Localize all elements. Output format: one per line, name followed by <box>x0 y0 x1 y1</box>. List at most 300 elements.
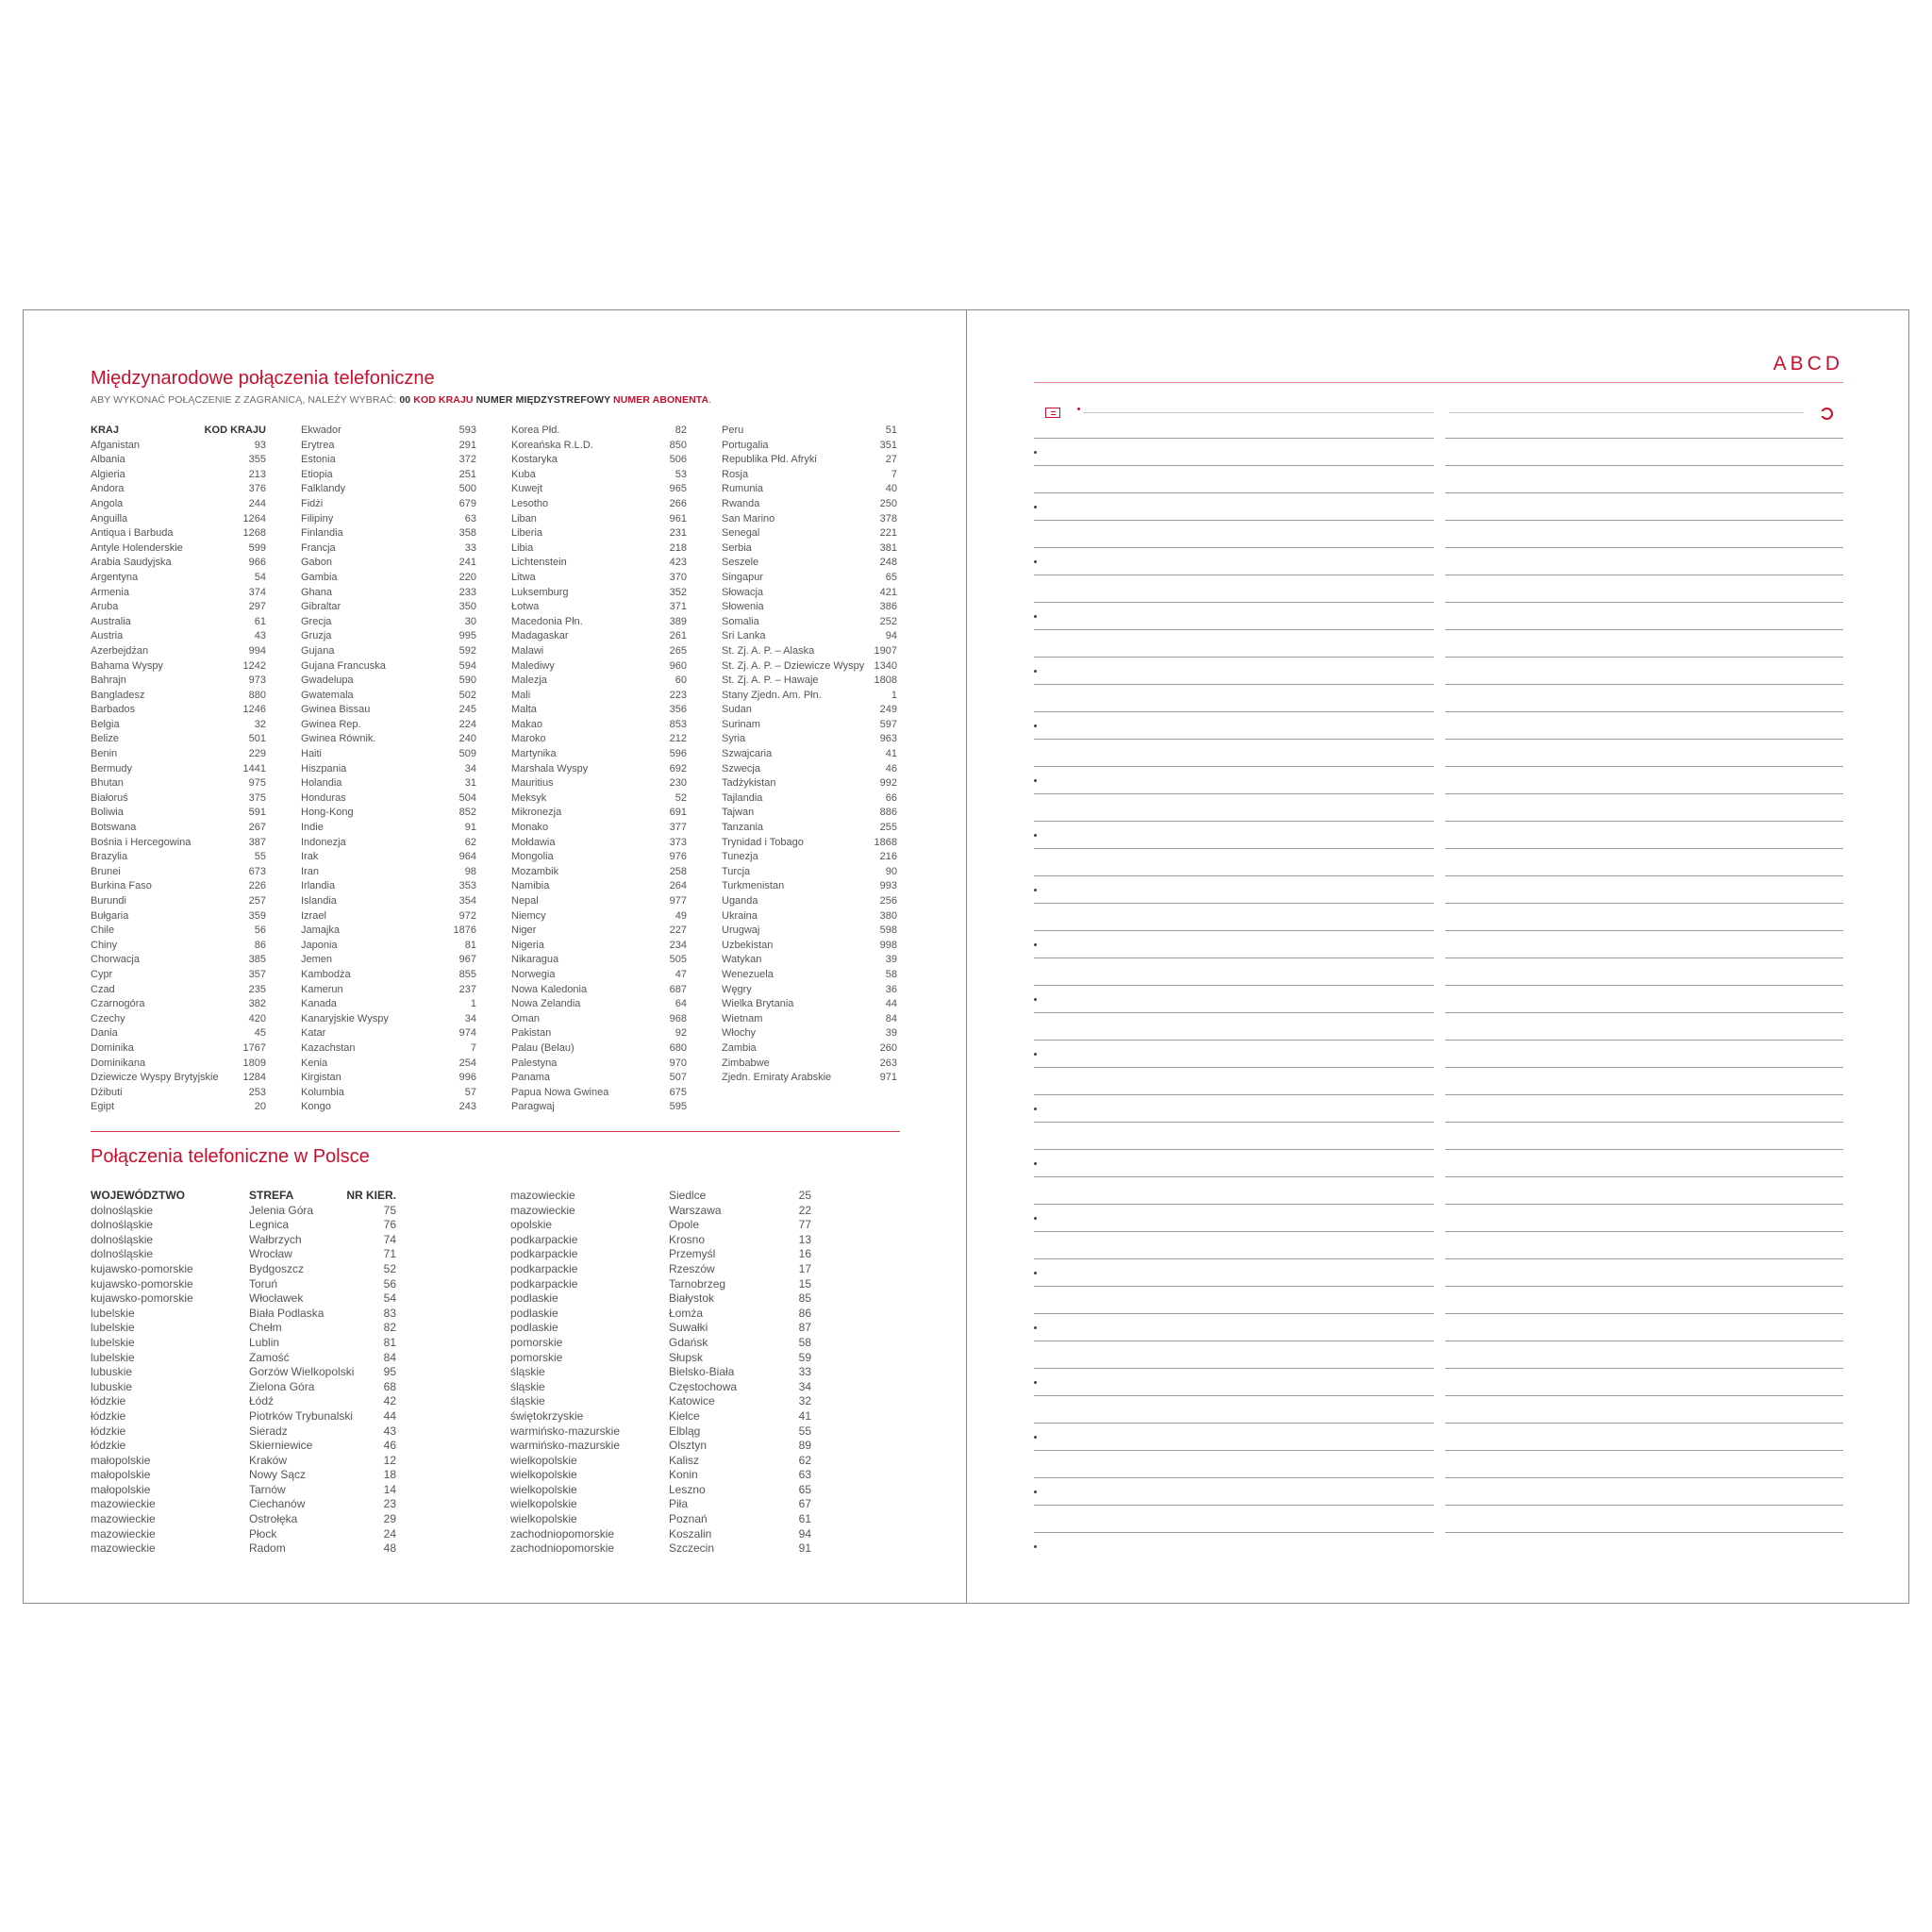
address-line[interactable] <box>1034 1040 1434 1041</box>
country-row <box>91 747 266 762</box>
country-name: Indie <box>301 822 324 834</box>
country-code: 213 <box>248 468 266 480</box>
country-name: Gujana Francuska <box>301 659 386 672</box>
zone: Ostrołęka <box>249 1512 298 1526</box>
address-line[interactable] <box>1034 1231 1434 1232</box>
address-line[interactable] <box>1445 1204 1843 1205</box>
address-line[interactable] <box>1034 1204 1434 1205</box>
country-row <box>91 674 266 689</box>
line-marker-dot <box>1034 1217 1037 1220</box>
address-line[interactable] <box>1445 602 1843 603</box>
address-line[interactable] <box>1445 657 1843 658</box>
address-line[interactable] <box>1034 602 1434 603</box>
zone: Słupsk <box>669 1350 704 1364</box>
country-name: Turcja <box>722 865 751 877</box>
country-name: Armenia <box>91 586 129 598</box>
address-line[interactable] <box>1034 1122 1434 1123</box>
country-row <box>511 689 687 704</box>
country-name: Bośnia i Hercegowina <box>91 836 192 848</box>
zone: Przemyśl <box>669 1247 716 1261</box>
address-line[interactable] <box>1445 1395 1843 1396</box>
country-name: Hiszpania <box>301 762 347 774</box>
area-code: 58 <box>798 1335 811 1349</box>
country-row <box>301 497 476 512</box>
country-row <box>301 571 476 586</box>
area-code-row <box>91 1218 402 1233</box>
country-code: 1441 <box>242 762 266 774</box>
country-row <box>91 1086 266 1101</box>
country-code: 373 <box>669 836 687 848</box>
country-code: 91 <box>464 822 476 834</box>
address-line[interactable] <box>1445 1313 1843 1314</box>
country-name: Surinam <box>722 718 760 730</box>
country-column-2 <box>301 424 476 1115</box>
address-line[interactable] <box>1034 1149 1434 1150</box>
area-code-row <box>510 1409 817 1424</box>
country-code: 371 <box>669 601 687 613</box>
country-name: Madagaskar <box>511 630 569 642</box>
address-line[interactable] <box>1034 1012 1434 1013</box>
country-name: Liberia <box>511 527 543 540</box>
country-code: 687 <box>669 983 687 995</box>
address-line[interactable] <box>1034 1094 1434 1095</box>
country-name: Koreańska R.L.D. <box>511 439 593 451</box>
voivodeship: zachodniopomorskie <box>510 1541 615 1556</box>
country-code: 256 <box>879 895 897 907</box>
address-line[interactable] <box>1445 1149 1843 1150</box>
country-name: Korea Płd. <box>511 425 560 436</box>
address-line[interactable] <box>1445 930 1843 931</box>
address-line[interactable] <box>1445 1450 1843 1451</box>
address-line[interactable] <box>1445 1505 1843 1506</box>
country-name: Peru <box>722 425 744 436</box>
country-name: Angola <box>91 497 124 509</box>
address-line[interactable] <box>1034 793 1434 794</box>
address-line[interactable] <box>1445 793 1843 794</box>
address-line[interactable] <box>1445 1231 1843 1232</box>
address-line[interactable] <box>1445 547 1843 548</box>
country-code: 46 <box>885 762 897 774</box>
address-line[interactable] <box>1034 1450 1434 1451</box>
country-row <box>301 424 476 439</box>
country-name: Ukraina <box>722 909 758 922</box>
country-code: 31 <box>464 777 476 790</box>
address-line[interactable] <box>1445 465 1843 466</box>
address-line[interactable] <box>1445 1094 1843 1095</box>
line-marker-dot <box>1034 506 1037 508</box>
country-row <box>511 453 687 468</box>
country-code: 382 <box>248 998 266 1010</box>
zone: Konin <box>669 1468 698 1482</box>
country-name: Indonezja <box>301 836 346 848</box>
country-code: 263 <box>879 1057 897 1069</box>
country-code: 251 <box>458 468 476 480</box>
country-code: 1809 <box>242 1057 266 1069</box>
country-code: 977 <box>669 895 687 907</box>
country-code: 1876 <box>453 924 476 937</box>
address-line[interactable] <box>1034 1368 1434 1369</box>
country-name: Hong-Kong <box>301 807 354 819</box>
address-line[interactable] <box>1034 1477 1434 1478</box>
area-code: 22 <box>798 1203 811 1217</box>
area-code: 42 <box>383 1394 396 1408</box>
country-code: 502 <box>458 689 476 701</box>
country-row <box>301 1071 476 1086</box>
zone: Koszalin <box>669 1526 712 1541</box>
area-code-row <box>91 1409 402 1424</box>
country-name: Arabia Saudyjska <box>91 557 172 569</box>
address-line[interactable] <box>1445 875 1843 876</box>
country-code: 240 <box>458 733 476 745</box>
country-row <box>301 1041 476 1057</box>
country-row <box>511 1057 687 1072</box>
header-strefa: STREFA <box>249 1189 294 1202</box>
country-code: 297 <box>248 601 266 613</box>
address-line[interactable] <box>1034 1258 1434 1259</box>
country-name: Malawi <box>511 644 544 657</box>
voivodeship: małopolskie <box>91 1453 151 1467</box>
address-line[interactable] <box>1034 657 1434 658</box>
country-name: Zimbabwe <box>722 1057 770 1069</box>
country-row <box>511 747 687 762</box>
country-row <box>511 497 687 512</box>
country-name: Słowacja <box>722 586 764 598</box>
country-code: 680 <box>669 1041 687 1054</box>
country-code: 354 <box>458 895 476 907</box>
area-code-row <box>91 1380 402 1395</box>
area-code: 65 <box>798 1482 811 1496</box>
address-line[interactable] <box>1034 438 1434 439</box>
address-line[interactable] <box>1445 1012 1843 1013</box>
country-name: Niger <box>511 924 537 937</box>
country-name: Tajlandia <box>722 791 763 804</box>
address-line[interactable] <box>1034 739 1434 740</box>
country-row <box>91 1071 266 1086</box>
address-line[interactable] <box>1445 520 1843 521</box>
country-row <box>511 482 687 497</box>
country-name: Rosja <box>722 468 749 480</box>
country-name: Jamajka <box>301 924 340 937</box>
country-code: 254 <box>458 1057 476 1069</box>
country-code: 372 <box>458 454 476 466</box>
country-row <box>301 674 476 689</box>
country-row <box>91 526 266 541</box>
country-name: Gwinea Bissau <box>301 704 371 716</box>
line-marker-dot <box>1034 1381 1037 1384</box>
country-name: Uzbekistan <box>722 939 774 951</box>
country-name: Luksemburg <box>511 586 569 598</box>
country-name: Sudan <box>722 704 752 716</box>
address-line[interactable] <box>1445 684 1843 685</box>
country-code: 82 <box>675 425 687 436</box>
country-code: 20 <box>254 1101 266 1113</box>
address-header-line-right <box>1449 412 1804 413</box>
country-name: Kuwejt <box>511 483 543 495</box>
country-row <box>301 482 476 497</box>
address-line[interactable] <box>1034 684 1434 685</box>
country-code: 7 <box>891 468 897 480</box>
country-code: 880 <box>248 689 266 701</box>
country-name: Kambodża <box>301 968 351 980</box>
country-row <box>722 924 897 939</box>
address-line[interactable] <box>1445 903 1843 904</box>
address-line[interactable] <box>1034 903 1434 904</box>
country-code: 357 <box>248 968 266 980</box>
country-name: Falklandy <box>301 483 346 495</box>
instruction-numer-miedzystrefowy: NUMER MIĘDZYSTREFOWY <box>473 394 614 406</box>
address-line[interactable] <box>1445 739 1843 740</box>
voivodeship: podkarpackie <box>510 1232 578 1246</box>
country-row <box>722 894 897 909</box>
address-line[interactable] <box>1034 848 1434 849</box>
country-row <box>722 806 897 821</box>
country-name: Katar <box>301 1027 326 1040</box>
country-row <box>301 997 476 1012</box>
area-code: 81 <box>383 1335 396 1349</box>
address-line[interactable] <box>1445 711 1843 712</box>
country-row <box>511 468 687 483</box>
country-code: 351 <box>879 439 897 451</box>
address-line[interactable] <box>1034 1176 1434 1177</box>
area-code-row <box>91 1247 402 1262</box>
address-line[interactable] <box>1445 492 1843 493</box>
address-line[interactable] <box>1445 1286 1843 1287</box>
area-code: 87 <box>798 1321 811 1335</box>
country-row <box>722 439 897 454</box>
country-row <box>722 571 897 586</box>
country-column-4 <box>722 424 897 1086</box>
country-name: Kuba <box>511 468 536 480</box>
country-header <box>91 424 266 439</box>
address-line[interactable] <box>1034 520 1434 521</box>
zone: Nowy Sącz <box>249 1468 307 1482</box>
country-code: 679 <box>458 497 476 509</box>
zone: Włocławek <box>249 1291 304 1306</box>
country-row <box>511 894 687 909</box>
country-name: Litwa <box>511 571 536 583</box>
country-code: 221 <box>879 527 897 540</box>
address-line[interactable] <box>1034 629 1434 630</box>
voivodeship: kujawsko-pomorskie <box>91 1261 193 1275</box>
country-row <box>511 1026 687 1041</box>
address-line[interactable] <box>1034 1505 1434 1506</box>
voivodeship: wielkopolskie <box>510 1453 577 1467</box>
country-name: Nowa Kaledonia <box>511 983 588 995</box>
address-line[interactable] <box>1445 1067 1843 1068</box>
address-line[interactable] <box>1034 766 1434 767</box>
voivodeship: śląskie <box>510 1394 545 1408</box>
country-row <box>511 703 687 718</box>
country-code: 505 <box>669 954 687 966</box>
country-code: 58 <box>885 968 897 980</box>
country-name: Malezja <box>511 675 547 687</box>
country-code: 970 <box>669 1057 687 1069</box>
country-name: Portugalia <box>722 439 769 451</box>
country-name: St. Zj. A. P. – Dziewicze Wyspy <box>722 659 865 672</box>
address-line[interactable] <box>1445 1040 1843 1041</box>
country-name: Paragwaj <box>511 1101 555 1113</box>
country-row <box>722 983 897 998</box>
country-name: Irak <box>301 851 319 863</box>
area-code: 68 <box>383 1379 396 1393</box>
country-name: Chorwacja <box>91 954 140 966</box>
country-code: 255 <box>879 822 897 834</box>
country-name: Dominika <box>91 1041 134 1054</box>
country-name: Szwajcaria <box>722 748 773 760</box>
country-code: 52 <box>675 791 687 804</box>
country-code: 966 <box>248 557 266 569</box>
country-row <box>511 629 687 644</box>
zone: Piła <box>669 1497 689 1511</box>
area-code-row <box>91 1365 402 1380</box>
address-line[interactable] <box>1034 1532 1434 1533</box>
country-code: 260 <box>879 1041 897 1054</box>
address-line[interactable] <box>1034 821 1434 822</box>
address-line[interactable] <box>1445 985 1843 986</box>
address-line[interactable] <box>1445 1258 1843 1259</box>
country-row <box>722 1041 897 1057</box>
area-code-row <box>510 1497 817 1512</box>
address-line[interactable] <box>1034 711 1434 712</box>
address-line[interactable] <box>1034 547 1434 548</box>
voivodeship: pomorskie <box>510 1335 563 1349</box>
address-line[interactable] <box>1445 1368 1843 1369</box>
country-row <box>722 997 897 1012</box>
country-row <box>722 865 897 880</box>
country-code: 94 <box>885 630 897 642</box>
zone: Lublin <box>249 1335 280 1349</box>
zone: Łódź <box>249 1394 275 1408</box>
country-row <box>511 939 687 954</box>
address-line[interactable] <box>1034 1423 1434 1424</box>
country-code: 968 <box>669 1012 687 1024</box>
country-code: 39 <box>885 1027 897 1040</box>
country-row <box>91 439 266 454</box>
country-row <box>511 586 687 601</box>
address-line[interactable] <box>1445 1532 1843 1533</box>
country-code: 253 <box>248 1086 266 1098</box>
voivodeship: mazowieckie <box>510 1189 575 1202</box>
area-code-row <box>510 1204 817 1219</box>
address-line[interactable] <box>1445 1176 1843 1177</box>
area-code-row <box>510 1262 817 1277</box>
address-line[interactable] <box>1034 1286 1434 1287</box>
country-code: 356 <box>669 704 687 716</box>
country-code: 33 <box>464 541 476 554</box>
country-name: Andora <box>91 483 125 495</box>
country-name: Bhutan <box>91 777 124 790</box>
address-line[interactable] <box>1034 492 1434 493</box>
address-line[interactable] <box>1445 629 1843 630</box>
country-code: 252 <box>879 615 897 627</box>
country-row <box>722 732 897 747</box>
voivodeship: łódzkie <box>91 1439 126 1453</box>
address-line[interactable] <box>1445 438 1843 439</box>
area-code-row <box>510 1541 817 1557</box>
area-code: 61 <box>798 1512 811 1526</box>
address-line[interactable] <box>1034 465 1434 466</box>
address-line[interactable] <box>1034 1395 1434 1396</box>
country-row <box>301 659 476 675</box>
voivodeship: dolnośląskie <box>91 1218 154 1232</box>
country-name: Meksyk <box>511 791 547 804</box>
address-line[interactable] <box>1445 1423 1843 1424</box>
voivodeship: opolskie <box>510 1218 553 1232</box>
country-code: 850 <box>669 439 687 451</box>
country-code: 7 <box>470 1041 476 1054</box>
country-code: 967 <box>458 954 476 966</box>
address-line[interactable] <box>1034 1313 1434 1314</box>
country-row <box>301 806 476 821</box>
country-name: Tajwan <box>722 807 755 819</box>
country-code: 248 <box>879 557 897 569</box>
country-name: Czechy <box>91 1012 125 1024</box>
address-line[interactable] <box>1445 766 1843 767</box>
country-name: Gambia <box>301 571 338 583</box>
address-line[interactable] <box>1445 848 1843 849</box>
country-code: 47 <box>675 968 687 980</box>
voivodeship: lubelskie <box>91 1350 135 1364</box>
poland-column-left <box>91 1189 402 1557</box>
address-line[interactable] <box>1034 985 1434 986</box>
area-code: 24 <box>383 1526 396 1541</box>
country-code: 229 <box>248 748 266 760</box>
country-code: 973 <box>248 675 266 687</box>
country-code: 39 <box>885 954 897 966</box>
country-code: 1808 <box>874 675 897 687</box>
address-line[interactable] <box>1445 821 1843 822</box>
area-code: 33 <box>798 1365 811 1379</box>
country-row <box>91 894 266 909</box>
country-name: Kongo <box>301 1101 331 1113</box>
address-line[interactable] <box>1445 1122 1843 1123</box>
country-name: Erytrea <box>301 439 335 451</box>
area-code-row <box>510 1233 817 1248</box>
country-row <box>301 526 476 541</box>
area-code-row <box>91 1454 402 1469</box>
address-line[interactable] <box>1445 1477 1843 1478</box>
poland-header <box>91 1189 402 1204</box>
country-name: Burundi <box>91 895 126 907</box>
address-line[interactable] <box>1034 930 1434 931</box>
voivodeship: podkarpackie <box>510 1247 578 1261</box>
country-code: 590 <box>458 675 476 687</box>
country-row <box>722 468 897 483</box>
country-code: 40 <box>885 483 897 495</box>
country-row <box>722 526 897 541</box>
address-line[interactable] <box>1034 1067 1434 1068</box>
country-code: 374 <box>248 586 266 598</box>
country-row <box>511 674 687 689</box>
area-code: 14 <box>383 1482 396 1496</box>
country-code: 86 <box>254 939 266 951</box>
country-name: Malta <box>511 704 537 716</box>
country-row <box>301 615 476 630</box>
country-code: 675 <box>669 1086 687 1098</box>
address-line[interactable] <box>1034 875 1434 876</box>
country-row <box>511 718 687 733</box>
country-code: 358 <box>458 527 476 540</box>
area-code-row <box>91 1424 402 1440</box>
instruction-00: 00 <box>399 394 414 406</box>
country-code: 423 <box>669 557 687 569</box>
line-marker-dot <box>1034 1108 1037 1110</box>
country-name: Serbia <box>722 541 752 554</box>
country-name: Urugwaj <box>722 924 760 937</box>
country-code: 212 <box>669 733 687 745</box>
country-name: Gwatemala <box>301 689 354 701</box>
country-name: Finlandia <box>301 527 343 540</box>
